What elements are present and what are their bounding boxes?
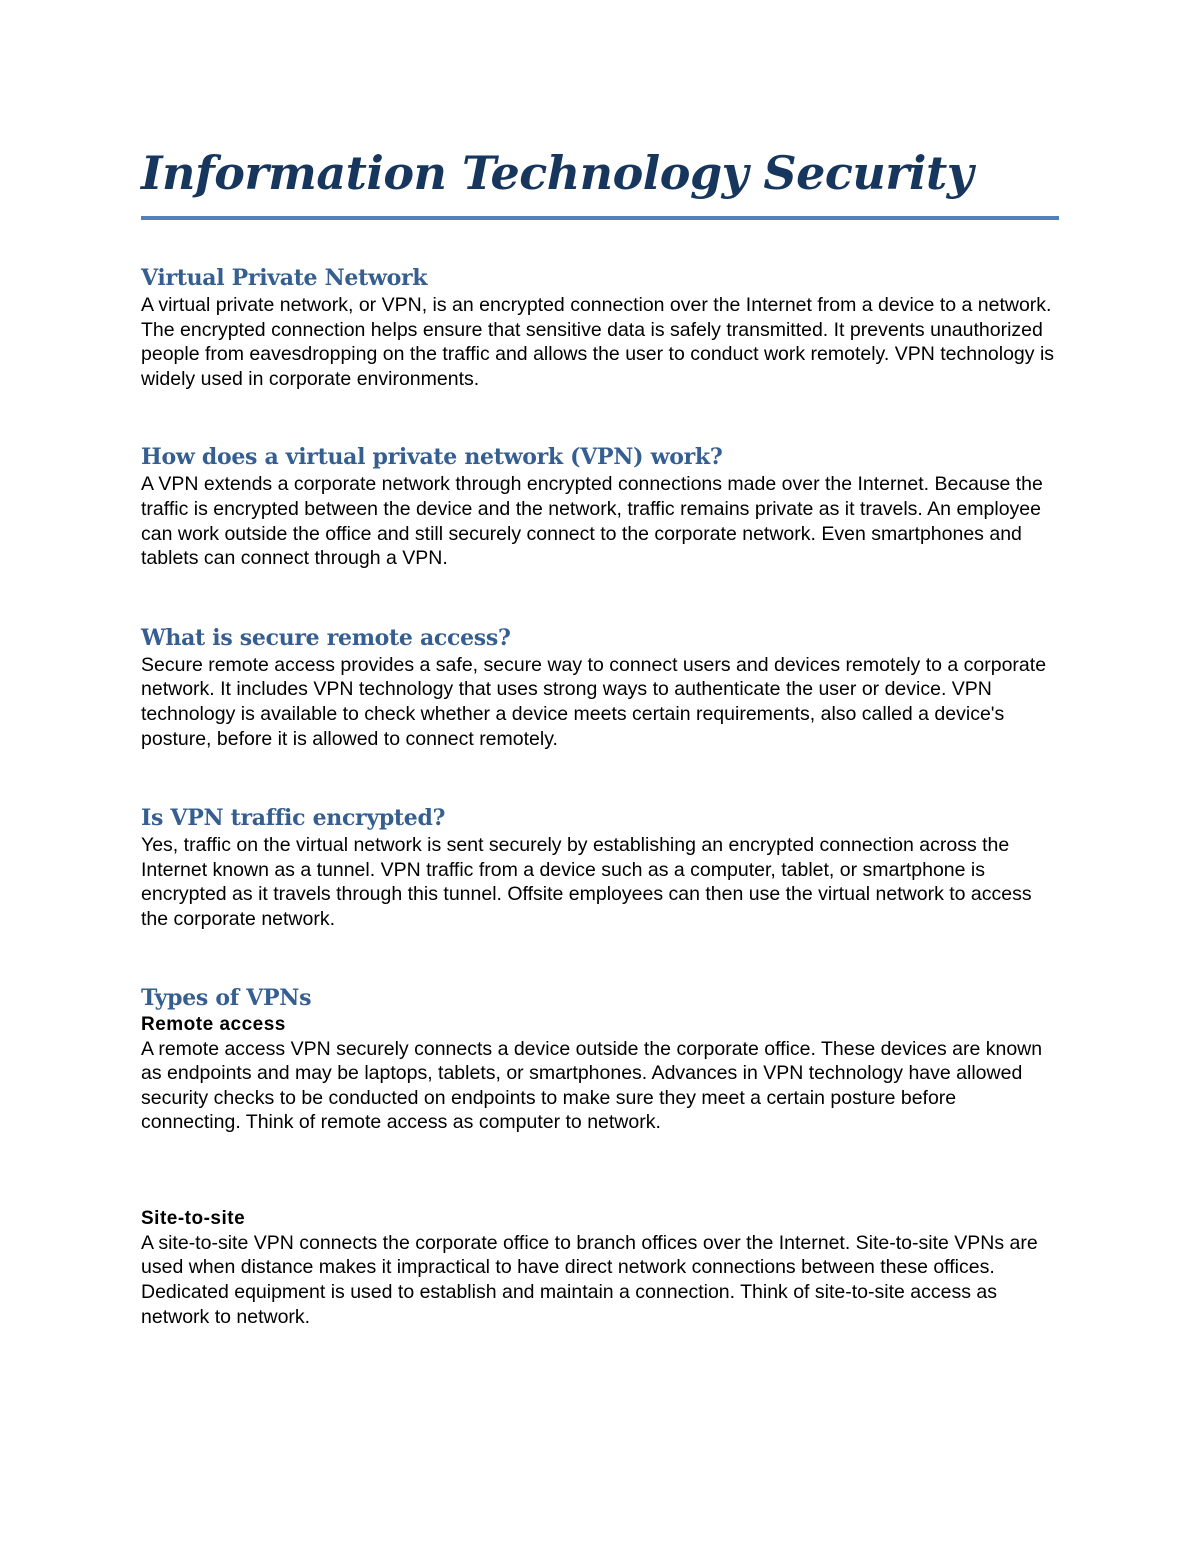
subsection-site-to-site: [141, 1207, 1059, 1329]
section-secure-remote-access: [141, 623, 1059, 751]
subsection-remote-access: [141, 1013, 1059, 1135]
section-body: A VPN extends a corporate network through encrypted connections made over the Internet. Because the traffic is encrypted between the device and the network, traffic remains private as it travels. An employee can work outside the office and still securely connect to the corporate network. Even smartphones and tablets can connect through a VPN.: [141, 473, 1043, 570]
section-vpn-traffic-encrypted: [141, 803, 1059, 931]
section-how-vpn-works: [141, 442, 1059, 570]
section-heading: Virtual Private Network: [141, 265, 428, 291]
document-title: Information Technology Security: [141, 146, 973, 200]
section-heading: Is VPN traffic encrypted?: [141, 805, 446, 832]
title-underline: [141, 216, 1059, 220]
document-page: [141, 140, 1059, 1329]
subsection-heading: Remote access: [141, 1013, 286, 1035]
section-heading: What is secure remote access?: [141, 624, 511, 651]
section-virtual-private-network: [141, 263, 1059, 391]
section-body: Yes, traffic on the virtual network is sent securely by establishing an encrypted connection across the Internet known as a tunnel. VPN traffic from a device such as a computer, tablet, or smartphone is encrypted as it travels through this tunnel. Offsite employees can then use the virtual network to access the corporate network.: [141, 834, 1032, 930]
subsection-body: A remote access VPN securely connects a device outside the corporate office. These devices are known as endpoints and may be laptops, tablets, or smartphones. Advances in VPN technology have allowed security checks to be conducted on endpoints to make sure they meet a certain posture before connecting. Think of remote access as computer to network.: [141, 1037, 1043, 1134]
section-types-of-vpns: [141, 983, 1059, 1330]
section-body: Secure remote access provides a safe, secure way to connect users and devices remotely to a corporate network. It includes VPN technology that uses strong ways to authenticate the user or device. VPN technology is available to check whether a device meets certain requirements, also called a device's posture, before it is allowed to connect remotely.: [141, 653, 1047, 750]
subsection-heading: Site-to-site: [141, 1207, 246, 1229]
section-body: A virtual private network, or VPN, is an encrypted connection over the Internet from a device to a network. The encrypted connection helps ensure that sensitive data is safely transmitted. It prevents unauthorized people from eavesdropping on the traffic and allows the user to conduct work remotely. VPN technology is widely used in corporate environments.: [141, 294, 1055, 390]
section-heading: Types of VPNs: [141, 984, 312, 1011]
subsection-body: A site-to-site VPN connects the corporate office to branch offices over the Internet. Site-to-site VPNs are used when distance makes it impractical to have direct network connections between these offices. Dedicated equipment is used to establish and maintain a connection. Think of site-to-site access as network to network.: [141, 1231, 1038, 1328]
section-heading: How does a virtual private network (VPN) work?: [141, 444, 723, 471]
